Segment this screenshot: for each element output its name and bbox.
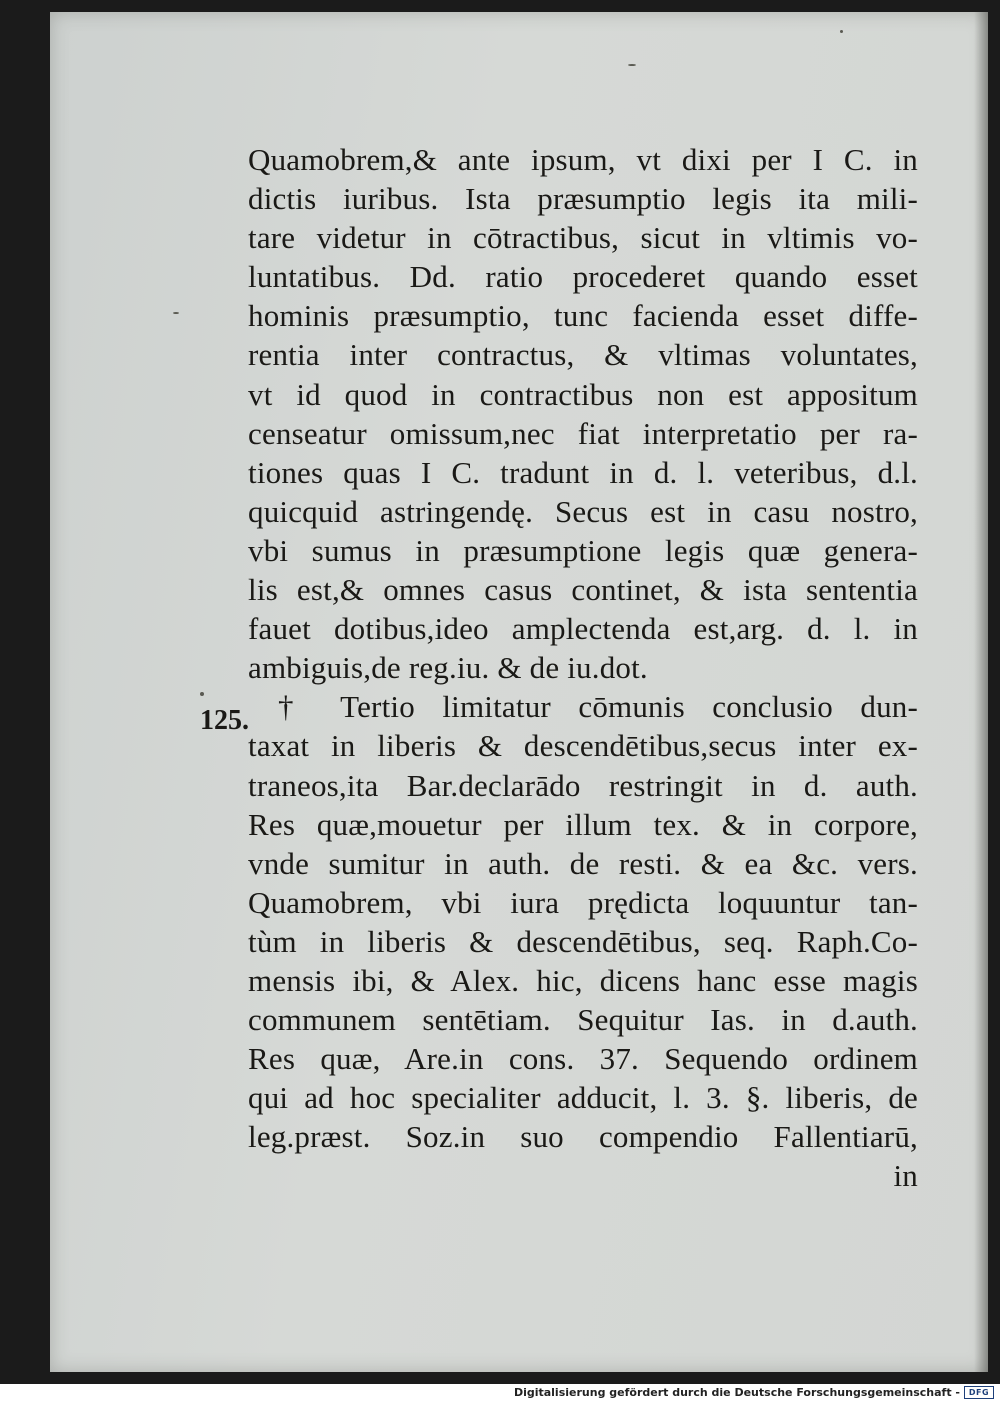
text-line: luntatibus. Dd. ratio procederet quando esset (248, 259, 918, 295)
text-line: vnde sumitur in auth. de resti. & ea &c. vers. (248, 845, 918, 881)
text-line: taxat in liberis & descendētibus,secus inter ex- (248, 728, 918, 764)
body-text (248, 140, 918, 1196)
text-line: Res quæ, Are.in cons. 37. Sequendo ordinem (248, 1041, 918, 1077)
margin-number: 125. (200, 705, 249, 736)
catchword: in (893, 1158, 918, 1194)
text-line: communem sentētiam. Sequitur Ias. in d.auth. (248, 1002, 918, 1038)
text-line: lis est,& omnes casus continet, & ista sententia (248, 572, 918, 608)
text-line: tare videtur in cōtractibus, sicut in vltimis vo- (248, 220, 918, 256)
ink-speck (840, 30, 843, 33)
text-line: quicquid astringendę. Secus est in casu nostro, (248, 493, 918, 529)
text-line: qui ad hoc specialiter adducit, l. 3. §. liberis, de (248, 1080, 918, 1116)
text-line: Quamobrem,& ante ipsum, vt dixi per I C. in (248, 142, 918, 177)
text-line: leg.præst. Soz.in suo compendio Fallentiarū, (248, 1119, 918, 1155)
text-line: censeatur omissum,nec fiat interpretatio per ra- (248, 415, 918, 451)
text-line: vbi sumus in præsumptione legis quæ genera- (248, 532, 918, 568)
text-line: † Tertio limitatur cōmunis conclusio dun- (278, 689, 918, 725)
ink-speck (628, 64, 636, 66)
text-line: rentia inter contractus, & vltimas voluntates, (248, 337, 918, 373)
text-line: mensis ibi, & Alex. hic, dicens hanc esse magis (248, 962, 918, 998)
text-line: traneos,ita Bar.declarādo restringit in d. auth. (248, 767, 918, 803)
ink-speck (173, 312, 179, 314)
ink-speck (200, 692, 204, 696)
text-line: tiones quas I C. tradunt in d. l. veteribus, d.l. (248, 454, 918, 490)
text-line: Quamobrem, vbi iura prędicta loquuntur tan- (248, 884, 918, 920)
text-line: Res quæ,mouetur per illum tex. & in corpore, (248, 806, 918, 842)
text-line: tùm in liberis & descendētibus, seq. Raph.Co- (248, 923, 918, 959)
footer-bar (0, 1384, 1000, 1403)
text-line: dictis iuribus. Ista præsumptio legis ita mili- (248, 181, 918, 217)
dfg-logo: DFG (964, 1386, 994, 1399)
page-edge-shadow (974, 12, 988, 1372)
digitization-credit: Digitalisierung gefördert durch die Deutsche Forschungsgemeinschaft - (513, 1386, 960, 1399)
text-line: ambiguis,de reg.iu. & de iu.dot. (248, 650, 648, 686)
text-line: fauet dotibus,ideo amplectenda est,arg. d. l. in (248, 611, 918, 647)
text-line: hominis præsumptio, tunc facienda esset diffe- (248, 298, 918, 334)
text-line: vt id quod in contractibus non est appositum (248, 376, 918, 412)
